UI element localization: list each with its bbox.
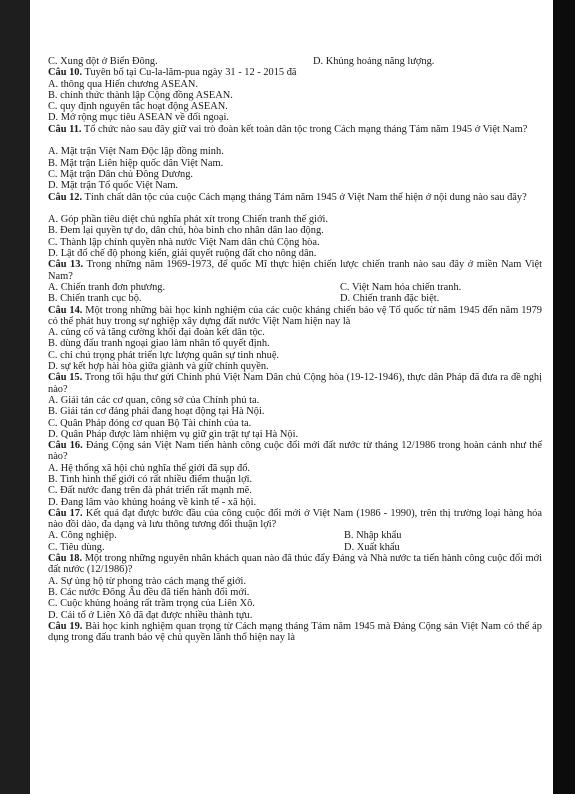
option: C. Tiêu dùng. xyxy=(48,541,105,553)
option: D. sự kết hợp hài hòa giữa giành và giữ chính quyền. xyxy=(48,361,269,373)
option: B. Nhập khẩu xyxy=(344,530,402,542)
question-15 xyxy=(48,372,542,395)
option: D. Quân Pháp được làm nhiệm vụ giữ gìn trật tự tại Hà Nội. xyxy=(48,428,299,440)
option: B. chính thức thành lập Cộng đồng ASEAN. xyxy=(48,89,233,101)
option: D. Khủng hoảng năng lượng. xyxy=(313,56,435,67)
option: B. Đem lại quyền tự do, dân chủ, hòa bình cho nhân dân lao động. xyxy=(48,225,324,237)
question-18 xyxy=(48,553,542,576)
option: B. Tình hình thế giới có rất nhiều điểm thuận lợi. xyxy=(48,473,253,485)
option: C. Đất nước đang trên đà phát triển rất mạnh mẽ. xyxy=(48,485,252,497)
option: A. củng cố và tăng cường khối đại đoàn kết dân tộc. xyxy=(48,327,265,339)
question-text: Tính chất dân tộc của cuộc Cách mạng tháng Tám năm 1945 ở Việt Nam thể hiện ở nội dung nào sau đây? xyxy=(84,191,527,203)
exam-page xyxy=(30,0,553,794)
question-text: Một trong những nguyên nhân khách quan nào đã thúc đẩy Đảng và Nhà nước ta tiến hành công cuộc đổi mới đất nước (12/1986)? xyxy=(48,553,542,576)
question-label: Câu 14. xyxy=(48,304,83,316)
option: A. Góp phần tiêu diệt chủ nghĩa phát xít trong Chiến tranh thế giới. xyxy=(48,214,328,226)
option: D. Mặt trận Tổ quốc Việt Nam. xyxy=(48,180,179,192)
option: C. Thành lập chính quyền nhà nước Việt Nam dân chủ Cộng hòa. xyxy=(48,236,320,248)
question-19 xyxy=(48,621,542,644)
option: B. Giải tán cơ đảng phái đang hoạt động tại Hà Nội. xyxy=(48,406,265,418)
option: D. Đang lâm vào khủng hoảng về kinh tế - xã hội. xyxy=(48,496,257,508)
question-label: Câu 15. xyxy=(48,372,83,384)
option: A. Giải tán các cơ quan, công sở của Chính phủ ta. xyxy=(48,394,260,406)
question-16 xyxy=(48,440,542,463)
options-row xyxy=(48,542,542,553)
option: D. Xuất khẩu xyxy=(344,541,400,553)
question-text: Tuyên bố tại Cu-la-lăm-pua ngày 31 - 12 - 2015 đã xyxy=(84,67,297,79)
question-17 xyxy=(48,508,542,531)
option: A. Hệ thống xã hội chủ nghĩa thế giới đã sụp đổ. xyxy=(48,462,251,474)
question-text: Trong những năm 1969-1973, để quốc Mĩ thực hiện chiến lược chiến tranh nào sau đây ở miền Nam Việt Nam? xyxy=(48,259,542,282)
options-row xyxy=(48,56,542,67)
option: C. quy định nguyên tắc hoạt động ASEAN. xyxy=(48,101,228,113)
question-10 xyxy=(48,67,542,78)
options-row xyxy=(48,282,542,293)
option: C. Cuộc khủng hoảng rất trầm trọng của Liên Xô. xyxy=(48,598,255,610)
exam-content xyxy=(48,56,542,643)
question-12 xyxy=(48,192,542,215)
option: A. Sự ủng hộ từ phong trào cách mạng thế giới. xyxy=(48,575,246,587)
option: D. Mở rộng mục tiêu ASEAN về đối ngoại. xyxy=(48,112,229,124)
question-text: Trong tối hậu thư gửi Chính phủ Việt Nam Dân chủ Cộng hòa (19-12-1946), thực dân Pháp đã đưa ra đề nghị nào? xyxy=(48,372,542,395)
question-label: Câu 13. xyxy=(48,259,84,271)
question-label: Câu 18. xyxy=(48,553,83,565)
option: C. Quân Pháp đóng cơ quan Bộ Tài chính của ta. xyxy=(48,417,252,429)
option: B. Mặt trận Liên hiệp quốc dân Việt Nam. xyxy=(48,157,224,169)
option: A. thông qua Hiến chương ASEAN. xyxy=(48,78,198,90)
question-label: Câu 12. xyxy=(48,191,83,203)
option: B. Các nước Đông Âu đều đã tiến hành đổi mới. xyxy=(48,586,250,598)
options-row xyxy=(48,293,542,304)
option: A. Mặt trận Việt Nam Độc lập đồng minh. xyxy=(48,146,224,158)
question-label: Câu 16. xyxy=(48,440,83,452)
option: C. chỉ chú trọng phát triển lực lượng quân sự tinh nhuệ. xyxy=(48,349,280,361)
question-14 xyxy=(48,305,542,328)
option: C. Xung đột ở Biển Đông. xyxy=(48,56,158,67)
question-label: Câu 19. xyxy=(48,620,83,632)
question-11 xyxy=(48,124,542,147)
option: D. Lật đổ chế độ phong kiến, giải quyết ruộng đất cho nông dân. xyxy=(48,248,317,260)
option: D. Chiến tranh đặc biệt. xyxy=(340,293,440,305)
question-text: Bài học kinh nghiệm quan trọng từ Cách mạng tháng Tám năm 1945 mà Đảng Cộng sản Việt Nam có thể áp dụng trong đấu tranh bảo vệ chủ quyền lãnh thổ hiện nay là xyxy=(48,620,542,644)
option: D. Cải tổ ở Liên Xô đã đạt được nhiều thành tựu. xyxy=(48,609,253,621)
option: C. Việt Nam hóa chiến tranh. xyxy=(340,281,462,293)
option: A. Chiến tranh đơn phương. xyxy=(48,281,166,293)
options-row xyxy=(48,530,542,541)
option: C. Mặt trận Dân chủ Đông Dương. xyxy=(48,168,194,180)
option: B. Chiến tranh cục bộ. xyxy=(48,293,142,305)
question-label: Câu 10. xyxy=(48,67,83,79)
option: A. Công nghiệp. xyxy=(48,530,117,542)
question-label: Câu 11. xyxy=(48,123,82,135)
option: B. dùng đấu tranh ngoại giao làm nhân tố quyết định. xyxy=(48,338,270,350)
dark-border xyxy=(553,0,575,794)
question-text: Tổ chức nào sau đây giữ vai trò đoàn kết toàn dân tộc trong Cách mạng tháng Tám năm 1945 ở Việt Nam? xyxy=(83,123,528,135)
question-text: Một trong những bài học kinh nghiệm của các cuộc kháng chiến bảo vệ Tổ quốc từ năm 1945 đến năm 1979 có thể phát huy trong sự nghiệp xây dựng đất nước Việt Nam hiện nay là xyxy=(48,304,542,327)
question-text: Kết quả đạt được bước đầu của công cuộc đổi mới ở Việt Nam (1986 - 1990), trên thị trường loại hàng hóa nào đồi dào, đa dạng và lưu thông tương đối thuận lợi? xyxy=(48,507,542,531)
question-label: Câu 17. xyxy=(48,507,83,519)
question-13 xyxy=(48,259,542,282)
question-text: Đảng Cộng sản Việt Nam tiến hành công cuộc đổi mới đất nước từ tháng 12/1986 trong hoàn cảnh như thế nào? xyxy=(48,440,542,463)
